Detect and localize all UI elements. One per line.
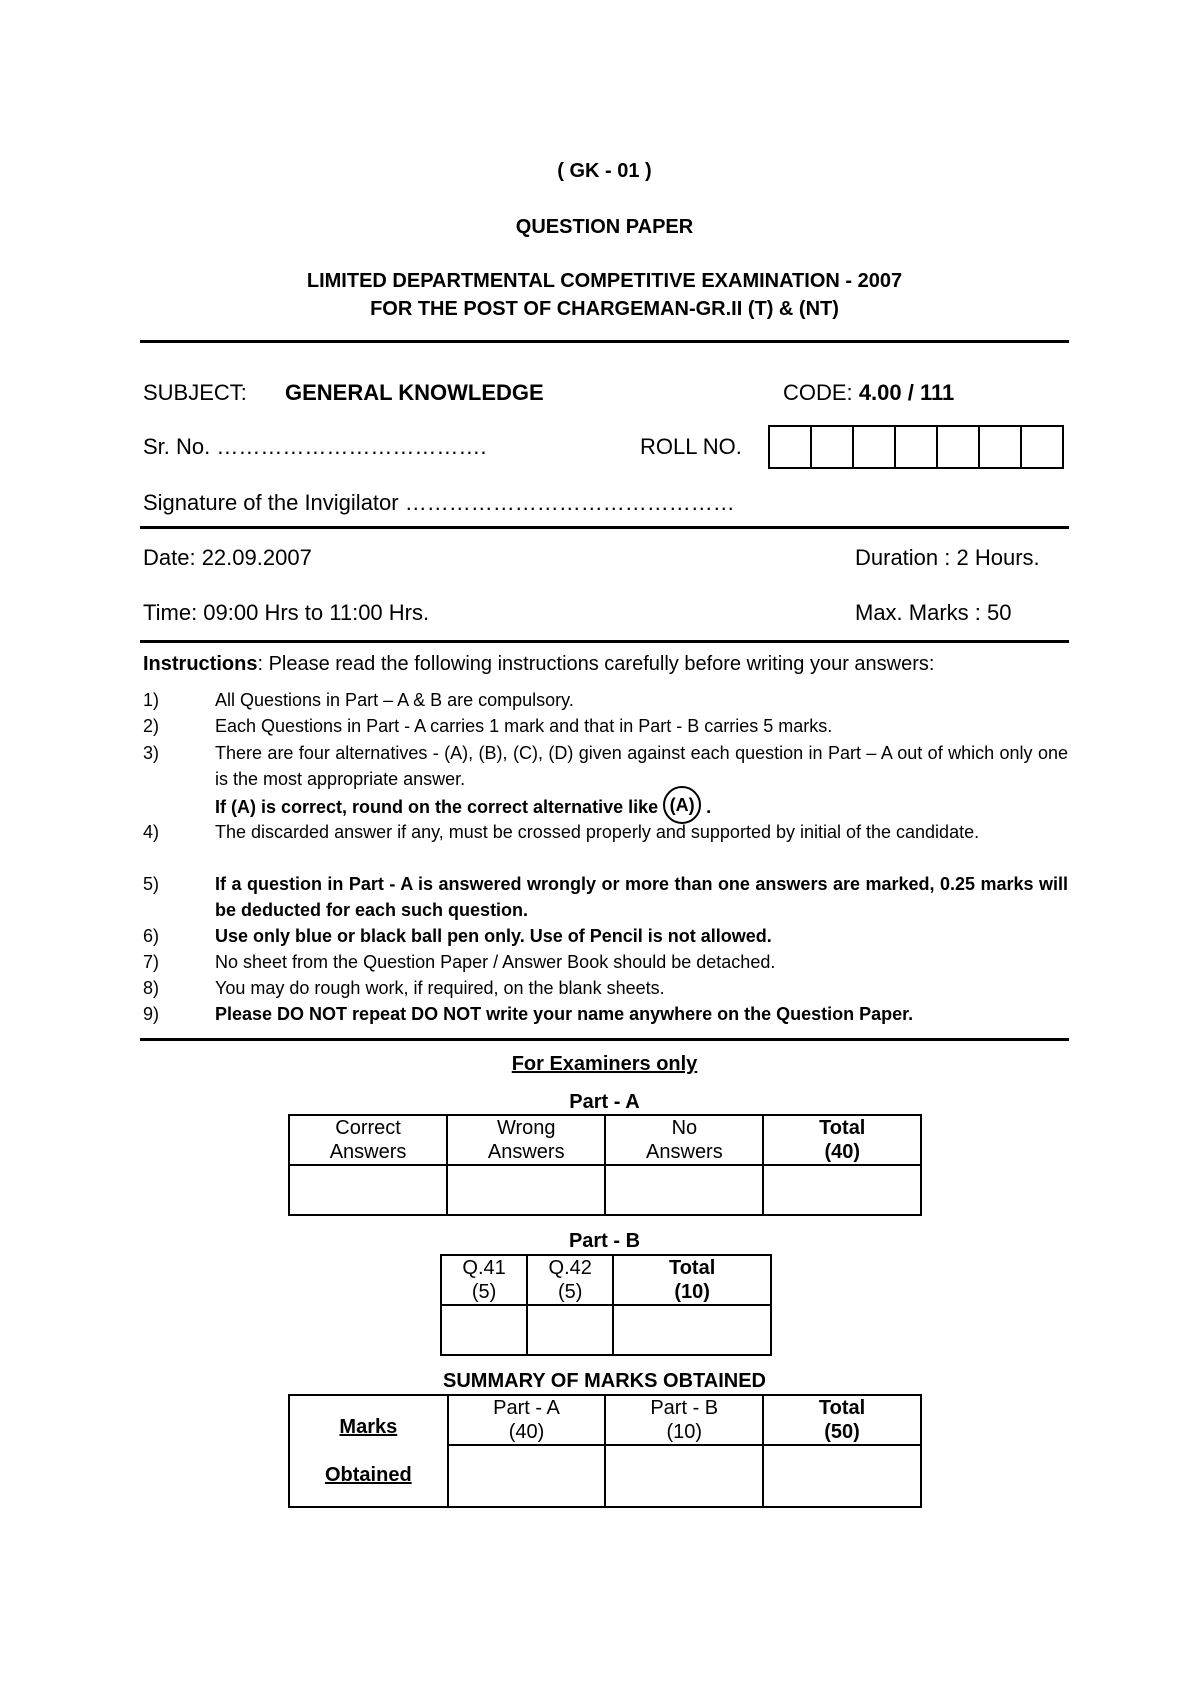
instruction-item: There are four alternatives - (A), (B), (C), (D) given against each question in Part – A out of which only one is the most appropriate answer. [215, 743, 1068, 789]
sr-no: Sr. No. ………………………………. [143, 434, 487, 459]
instruction-item: Use only blue or black ball pen only. Use of Pencil is not allowed. [215, 926, 772, 946]
instruction-item-3-note: If (A) is correct, round on the correct alternative like (A) . [215, 792, 1068, 824]
part-b-title: Part - B [568, 1230, 641, 1252]
instruction-item: If a question in Part - A is answered wrongly or more than one answers are marked, 0.25 marks will be deducted for each such question. [215, 874, 1068, 920]
header-cell: No Answers [605, 1115, 763, 1165]
roll-box[interactable] [896, 427, 938, 467]
exam-date: Date: 22.09.2007 [143, 545, 312, 570]
paper-code: ( GK - 01 ) [557, 160, 652, 182]
roll-box[interactable] [812, 427, 854, 467]
header-cell: Part - A (40) [448, 1395, 606, 1445]
item-number: 7) [143, 952, 160, 972]
marks-obtained-label: Marks Obtained [289, 1395, 448, 1507]
item-number: 9) [143, 1004, 160, 1024]
header-cell: Total (40) [763, 1115, 921, 1165]
divider [140, 1038, 1069, 1041]
roll-box[interactable] [854, 427, 896, 467]
instruction-item: Please DO NOT repeat DO NOT write your name anywhere on the Question Paper. [215, 1004, 914, 1024]
header-cell: Part - B (10) [605, 1395, 763, 1445]
entry-cell[interactable] [763, 1165, 921, 1215]
header-cell: Q.41 (5) [441, 1255, 527, 1305]
subject-value: GENERAL KNOWLEDGE [285, 380, 544, 405]
roll-box[interactable] [980, 427, 1022, 467]
entry-cell[interactable] [448, 1445, 606, 1507]
part-a-title: Part - A [569, 1091, 640, 1113]
header-cell: Total (50) [763, 1395, 921, 1445]
header-cell: Q.42 (5) [527, 1255, 613, 1305]
roll-box[interactable] [770, 427, 812, 467]
instruction-item: The discarded answer if any, must be crossed properly and supported by initial of the candidate. [215, 822, 980, 842]
roll-no-boxes[interactable] [768, 425, 1064, 469]
entry-cell[interactable] [289, 1165, 447, 1215]
exam-time: Time: 09:00 Hrs to 11:00 Hrs. [143, 600, 430, 625]
header-cell: Total (10) [613, 1255, 771, 1305]
instruction-item: You may do rough work, if required, on the blank sheets. [215, 978, 665, 998]
header-cell: Correct Answers [289, 1115, 447, 1165]
entry-cell[interactable] [447, 1165, 605, 1215]
instruction-item: No sheet from the Question Paper / Answer Book should be detached. [215, 952, 776, 972]
code-value: 4.00 / 111 [858, 380, 955, 405]
divider [140, 526, 1069, 529]
part-a-table [288, 1114, 922, 1216]
item-number: 4) [143, 822, 160, 842]
divider [140, 340, 1069, 343]
item-number: 5) [143, 874, 160, 894]
entry-cell[interactable] [605, 1445, 763, 1507]
roll-box[interactable] [1022, 427, 1062, 467]
part-b-table [440, 1254, 772, 1356]
instruction-item: All Questions in Part – A & B are compulsory. [215, 690, 574, 710]
summary-title: SUMMARY OF MARKS OBTAINED [443, 1370, 766, 1392]
entry-cell[interactable] [527, 1305, 613, 1355]
code-field [783, 380, 954, 406]
roll-no-label: ROLL NO. [640, 434, 742, 459]
item-number: 6) [143, 926, 160, 946]
item-number: 3) [143, 743, 160, 763]
instructions-label: Instructions [143, 653, 258, 675]
entry-cell[interactable] [763, 1445, 921, 1507]
instruction-item: Each Questions in Part - A carries 1 mark and that in Part - B carries 5 marks. [215, 716, 833, 736]
header-cell: Wrong Answers [447, 1115, 605, 1165]
entry-cell[interactable] [613, 1305, 771, 1355]
circled-option-example: (A) [663, 786, 701, 824]
item-number: 1) [143, 690, 160, 710]
item-number: 8) [143, 978, 160, 998]
paper-title: QUESTION PAPER [515, 216, 694, 238]
subject-label: SUBJECT: [143, 380, 247, 405]
entry-cell[interactable] [605, 1165, 763, 1215]
post-title: FOR THE POST OF CHARGEMAN-GR.II (T) & (NT) [370, 298, 839, 320]
roll-box[interactable] [938, 427, 980, 467]
invigilator-signature: Signature of the Invigilator ……………………………………… [143, 490, 735, 515]
exam-title: LIMITED DEPARTMENTAL COMPETITIVE EXAMINATION - 2007 [306, 270, 903, 292]
exam-duration: Duration : 2 Hours. [855, 545, 1040, 570]
divider [140, 640, 1069, 643]
summary-table [288, 1394, 922, 1508]
instructions-intro: : Please read the following instructions carefully before writing your answers: [257, 653, 935, 675]
item3-note-text: If (A) is correct, round on the correct alternative like [215, 796, 659, 817]
entry-cell[interactable] [441, 1305, 527, 1355]
max-marks: Max. Marks : 50 [855, 600, 1012, 625]
item-number: 2) [143, 716, 160, 736]
examiners-title: For Examiners only [511, 1053, 698, 1075]
code-label: CODE: [783, 380, 853, 405]
instructions-heading [143, 653, 934, 676]
